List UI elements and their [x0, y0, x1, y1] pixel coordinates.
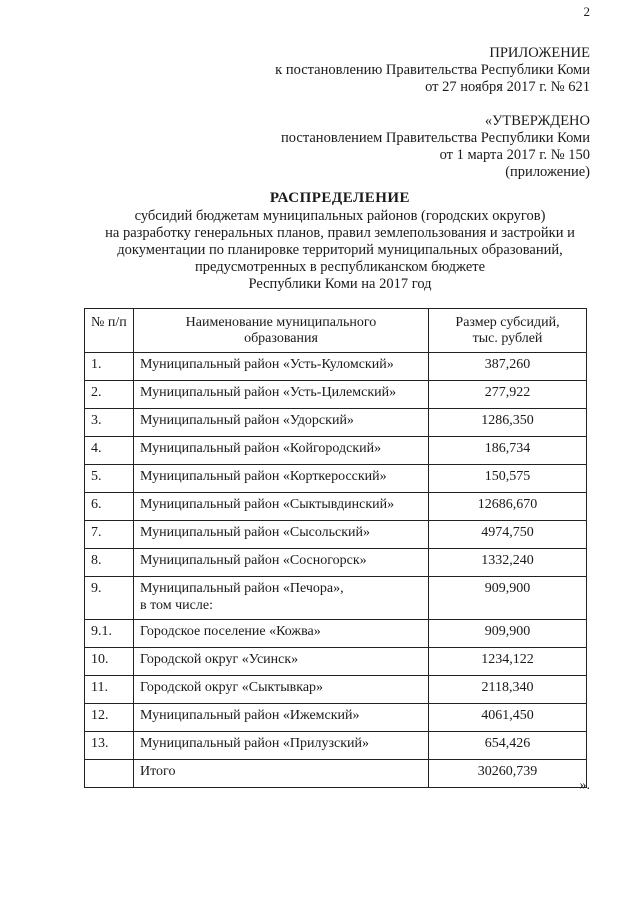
row-name: Муниципальный район «Сыктывдинский» — [134, 493, 429, 521]
table-row — [85, 732, 587, 760]
row-amount: 186,734 — [429, 437, 587, 465]
approved-note: (приложение) — [505, 164, 590, 180]
row-name: Городской округ «Усинск» — [134, 648, 429, 676]
row-num: 7. — [85, 521, 134, 549]
total-num-cell — [85, 760, 134, 788]
row-amount: 1234,122 — [429, 648, 587, 676]
row-num: 1. — [85, 353, 134, 381]
title-line: субсидий бюджетам муниципальных районов (городских округов) — [134, 208, 546, 224]
row-num: 8. — [85, 549, 134, 577]
row-num: 6. — [85, 493, 134, 521]
approved-title: «УТВЕРЖДЕНО — [484, 113, 590, 129]
row-num: 4. — [85, 437, 134, 465]
row-name: Муниципальный район «Койгородский» — [134, 437, 429, 465]
row-amount: 654,426 — [429, 732, 587, 760]
title-line: на разработку генеральных планов, правил землепользования и застройки и — [105, 225, 575, 241]
table-total-row — [85, 760, 587, 788]
row-num: 12. — [85, 704, 134, 732]
header-name — [134, 309, 429, 353]
row-amount: 4974,750 — [429, 521, 587, 549]
row-amount: 277,922 — [429, 381, 587, 409]
appendix-block — [275, 45, 590, 96]
row-name: Муниципальный район «Печора», — [140, 581, 344, 596]
table-row — [85, 493, 587, 521]
title-heading: РАСПРЕДЕЛЕНИЕ — [269, 190, 411, 206]
row-name: Муниципальный район «Сысольский» — [134, 521, 429, 549]
title-line: предусмотренных в республиканском бюджете — [194, 259, 486, 275]
appendix-reference: к постановлению Правительства Республики Коми — [275, 62, 590, 78]
header-num: № п/п — [85, 309, 134, 353]
row-name: Муниципальный район «Усть-Цилемский» — [134, 381, 429, 409]
row-name: Муниципальный район «Прилузский» — [134, 732, 429, 760]
appendix-title: ПРИЛОЖЕНИЕ — [489, 45, 590, 61]
table-row — [85, 521, 587, 549]
row-amount: 4061,450 — [429, 704, 587, 732]
row-num: 13. — [85, 732, 134, 760]
row-name: Муниципальный район «Сосногорск» — [134, 549, 429, 577]
table-row — [85, 577, 587, 620]
row-num: 11. — [85, 676, 134, 704]
row-amount: 909,900 — [429, 620, 587, 648]
table-header-row — [85, 309, 587, 353]
table-row — [85, 353, 587, 381]
closing-quote: ». — [579, 778, 590, 793]
table-row — [85, 549, 587, 577]
row-amount: 387,260 — [429, 353, 587, 381]
header-amount — [429, 309, 587, 353]
header-amount-line: Размер субсидий, — [455, 315, 560, 330]
table-row — [85, 676, 587, 704]
title-line: документации по планировке территорий муниципальных образований, — [117, 242, 563, 258]
row-name: Муниципальный район «Ижемский» — [134, 704, 429, 732]
row-name-cell — [134, 577, 429, 620]
total-amount: 30260,739 — [429, 760, 587, 788]
approved-reference: постановлением Правительства Республики Коми — [281, 130, 590, 146]
header-amount-line: тыс. рублей — [472, 331, 543, 346]
row-amount: 2118,340 — [429, 676, 587, 704]
row-num: 9.1. — [85, 620, 134, 648]
table-row — [85, 648, 587, 676]
row-name: Муниципальный район «Корткеросский» — [134, 465, 429, 493]
table-row — [85, 409, 587, 437]
appendix-date: от 27 ноября 2017 г. № 621 — [425, 79, 590, 95]
row-amount: 1332,240 — [429, 549, 587, 577]
header-name-line: образования — [244, 331, 318, 346]
table-row — [85, 381, 587, 409]
document-title — [80, 190, 600, 293]
approved-date: от 1 марта 2017 г. № 150 — [439, 147, 590, 163]
row-name-sub: в том числе: — [140, 598, 213, 613]
row-num: 5. — [85, 465, 134, 493]
subsidy-table — [84, 308, 587, 788]
total-label: Итого — [134, 760, 429, 788]
row-amount: 12686,670 — [429, 493, 587, 521]
page-number: 2 — [583, 4, 590, 19]
row-name: Муниципальный район «Усть-Куломский» — [134, 353, 429, 381]
row-num: 10. — [85, 648, 134, 676]
row-num: 2. — [85, 381, 134, 409]
row-num: 3. — [85, 409, 134, 437]
header-name-line: Наименование муниципального — [185, 315, 377, 330]
table-row — [85, 704, 587, 732]
title-line: Республики Коми на 2017 год — [248, 276, 432, 292]
table-row — [85, 620, 587, 648]
row-num: 9. — [85, 577, 134, 620]
row-name: Муниципальный район «Удорский» — [134, 409, 429, 437]
row-name: Городское поселение «Кожва» — [134, 620, 429, 648]
row-name: Городской округ «Сыктывкар» — [134, 676, 429, 704]
row-amount: 909,900 — [429, 577, 587, 620]
approved-block — [281, 113, 590, 181]
table-row — [85, 465, 587, 493]
table-row — [85, 437, 587, 465]
row-amount: 1286,350 — [429, 409, 587, 437]
row-amount: 150,575 — [429, 465, 587, 493]
